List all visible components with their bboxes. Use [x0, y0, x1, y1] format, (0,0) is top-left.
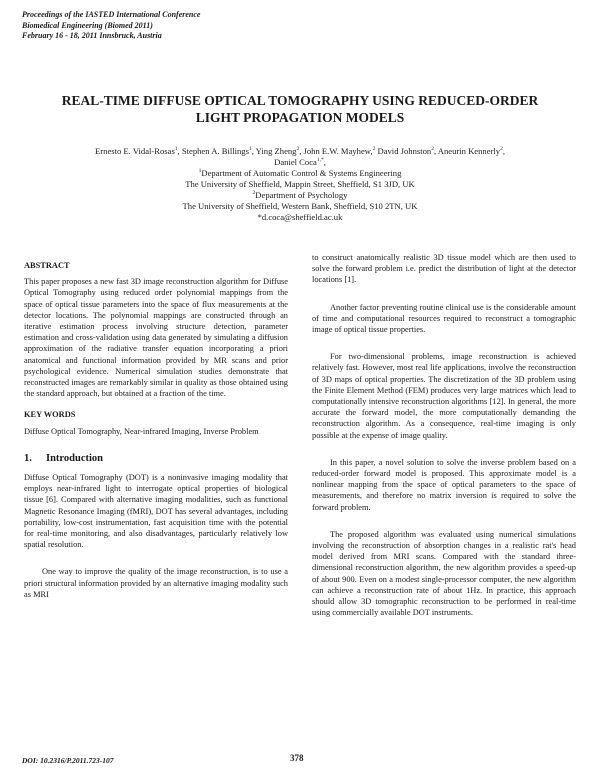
author-name: David Johnston	[375, 146, 432, 156]
author-list-line-2	[40, 157, 560, 168]
conference-header	[22, 10, 200, 42]
paper-title	[40, 92, 560, 126]
affiliation-2-address: The University of Sheffield, Western Bank, Sheffield, S10 2TN, UK	[182, 201, 418, 211]
author-name: Daniel Coca	[274, 157, 317, 167]
right-paragraph-5: The proposed algorithm was evaluated using numerical simulations involving the reconstruction of absorption changes in a realistic rat's head model derived from MRI scans. Compared with the standard three-dimensional reconstruction algorithm, the new algorithm provides a speed-up of about 900. Even on a modest single-processor computer, the new algorithm can achieve a reconstruction rate of about 1Hz. In practice, this approach should allow 3D tomographic reconstruction to be performed in real-time using commercially available DOT instruments.	[312, 529, 576, 618]
author-name: , Stephen A. Billings	[177, 146, 249, 156]
author-name: , Ying Zheng	[251, 146, 297, 156]
right-paragraph-4: In this paper, a novel solution to solve the inverse problem based on a reduced-order forward model is proposed. This approximate model is a nonlinear mapping from the space of optical parameters to the space of measurements, and therefore no matrix inversion is required to solve the forward problem.	[312, 457, 576, 512]
doi-footer: DOI: 10.2316/P.2011.723-107	[22, 756, 114, 765]
abstract-heading: ABSTRACT	[24, 261, 70, 270]
author-separator: ,	[323, 157, 326, 167]
right-column	[312, 252, 576, 628]
conference-line-1: Proceedings of the IASTED International Conference	[22, 10, 201, 19]
author-separator: ,	[502, 146, 505, 156]
author-name: , Aneurin Kennerly	[433, 146, 501, 156]
affiliation-1-dept	[40, 168, 560, 179]
right-paragraph-2: Another factor preventing routine clinical use is the considerable amount of time and computational resources required to reconstruct a tomographic image of optical tissue properties.	[312, 302, 576, 335]
author-affil-mark: 2	[296, 146, 300, 153]
title-line-2: LIGHT PROPAGATION MODELS	[195, 110, 405, 125]
page-number: 378	[290, 753, 304, 763]
right-paragraph-1: to construct anatomically realistic 3D tissue model which are then used to solve the forward problem i.e. predict the distribution of light at the detector locations [1].	[312, 253, 576, 285]
author-affil-mark: 1	[248, 146, 252, 153]
affiliation-1-address: The University of Sheffield, Mappin Street, Sheffield, S1 3JD, UK	[185, 179, 415, 189]
title-line-1: REAL-TIME DIFFUSE OPTICAL TOMOGRAPHY USING REDUCED-ORDER	[61, 93, 539, 108]
author-affil-mark: 1,*	[316, 157, 324, 164]
author-affil-mark: 2	[431, 146, 434, 153]
author-affil-mark: 2	[500, 146, 503, 153]
conference-line-3: February 16 - 18, 2011 Innsbruck, Austria	[22, 31, 162, 40]
affiliation-2-dept	[40, 190, 560, 201]
author-block	[40, 146, 560, 223]
keywords-text: Diffuse Optical Tomography, Near-infrared Imaging, Inverse Problem	[24, 426, 259, 436]
introduction-heading	[24, 453, 288, 464]
intro-paragraph-1: Diffuse Optical Tomography (DOT) is a noninvasive imaging modality that employs near-infrared light to interrogate optical properties of biological tissue [6]. Compared with alternative imaging modalities, such as functional Magnetic Resonance Imaging (fMRI), DOT has several advantages, including portability, low-cost instrumentation, fast acquisition time with the potential for real-time monitoring, and also disadvantages, particularly relatively low spatial resolution.	[24, 473, 288, 550]
affil-mark: 1	[198, 168, 202, 175]
corresponding-email: *d.coca@sheffield.ac.uk	[257, 212, 343, 222]
left-column	[24, 260, 288, 610]
author-affil-mark: 1	[174, 146, 178, 153]
author-affil-mark: 2	[372, 146, 376, 153]
affil-dept-text: Department of Automatic Control & Systems Engineering	[201, 168, 402, 178]
conference-line-2: Biomedical Engineering (Biomed 2011)	[22, 20, 153, 30]
author-name: , John E.W. Mayhew,	[299, 146, 373, 156]
author-list	[40, 146, 560, 157]
affil-mark: 2	[252, 190, 256, 197]
author-name: Ernesto E. Vidal-Rosas	[95, 146, 175, 156]
affil-dept-text: Department of Psychology	[255, 190, 348, 200]
intro-paragraph-2: One way to improve the quality of the image reconstruction, is to use a priori structural information provided by an alternative imaging modality such as MRI	[24, 567, 288, 599]
right-paragraph-3: For two-dimensional problems, image reconstruction is achieved relatively fast. However, most real life applications, involve the reconstruction of 3D maps of optical properties. The discretization of the 3D problem using the Finite Element Method (FEM) produces very large matrices which lead to computationally intensive reconstruction algorithms [12]. In general, the more accurate the forward model, the more computationally demanding the reconstruction algorithm. As a consequence, real-time imaging is only possible at the expense of image quality.	[312, 352, 576, 440]
section-number: 1.	[24, 452, 32, 464]
keywords-heading: KEY WORDS	[24, 410, 76, 420]
abstract-text: This paper proposes a new fast 3D image reconstruction algorithm for Diffuse Optical Tomography using reduced order polynomial mappings from the space of optical tissue parameters into the space of flux measurements at the detector locations. The polynomial mappings are constructed through an iterative estimation process involving structure detection, parameter estimation and cross-validation using data generated by simulating a diffusion approximation of the radiative transfer equation incorporating a priori anatomical and functional information provided by MR scans and prior psychological evidence. Numerical simulation studies demonstrate that reconstructed images are remarkably similar in quality as those obtained using the standard approach, but obtained at a fraction of the time.	[24, 277, 288, 399]
section-title: Introduction	[46, 452, 103, 464]
